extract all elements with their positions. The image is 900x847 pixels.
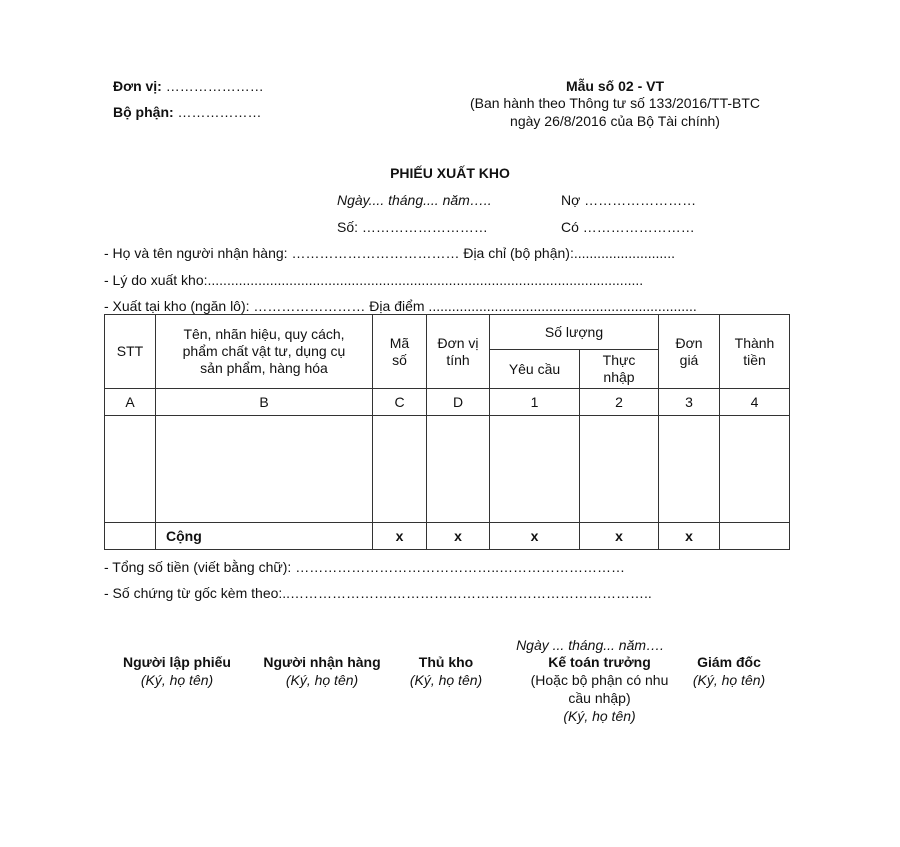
number-line: Số: ……………………… bbox=[337, 219, 488, 235]
table-cell bbox=[156, 416, 373, 523]
header-unit-price-line-2: giá bbox=[679, 351, 699, 368]
header-stt: STT bbox=[105, 315, 156, 389]
signature-preparer bbox=[102, 653, 252, 689]
total-label: Cộng bbox=[156, 523, 373, 550]
header-unit-line-1: Đơn vị bbox=[437, 334, 479, 351]
column-code: D bbox=[427, 389, 490, 416]
header-actual-line-2: nhập bbox=[603, 369, 635, 385]
total-mark: x bbox=[490, 523, 580, 550]
column-code: 1 bbox=[490, 389, 580, 416]
header-code bbox=[373, 315, 427, 389]
header-code-line-2: số bbox=[392, 351, 407, 368]
column-code: 2 bbox=[580, 389, 659, 416]
signature-title: Người nhận hàng bbox=[263, 654, 381, 670]
page-title: PHIẾU XUẤT KHO bbox=[390, 165, 510, 181]
total-mark: x bbox=[373, 523, 427, 550]
column-code: A bbox=[105, 389, 156, 416]
total-mark: x bbox=[427, 523, 490, 550]
table-cell bbox=[373, 416, 427, 523]
department-label: Bộ phận: bbox=[113, 104, 174, 120]
signature-director bbox=[654, 653, 804, 689]
signature-note-line-1: (Hoặc bộ phận có nhu bbox=[530, 672, 669, 688]
table-cell bbox=[427, 416, 490, 523]
unit-dots: ………………… bbox=[165, 78, 264, 94]
attached-documents: - Số chứng từ gốc kèm theo:..………………….……………………………………………….. bbox=[104, 585, 652, 601]
signature-date: Ngày ... tháng... năm…. bbox=[516, 637, 664, 653]
header-unit bbox=[427, 315, 490, 389]
header-requested: Yêu cầu bbox=[490, 350, 580, 389]
date-line: Ngày.... tháng.... năm….. bbox=[337, 192, 492, 208]
department-dots: ……………… bbox=[177, 104, 262, 120]
column-code: 3 bbox=[659, 389, 720, 416]
form-number: Mẫu số 02 - VT bbox=[565, 78, 665, 94]
warehouse-field: - Xuất tại kho (ngăn lô): …………………… Địa điểm ..................................................................... bbox=[104, 298, 697, 314]
receiver-field: - Họ và tên người nhận hàng: ……………………………… Địa chỉ (bộ phận):.......................... bbox=[104, 245, 675, 261]
signature-title: Giám đốc bbox=[697, 654, 761, 670]
column-code: B bbox=[156, 389, 373, 416]
issued-line-2: ngày 26/8/2016 của Bộ Tài chính) bbox=[510, 113, 720, 129]
signature-subtitle: (Ký, họ tên) bbox=[563, 708, 636, 724]
signature-subtitle: (Ký, họ tên) bbox=[140, 672, 214, 688]
signature-note-line-2: cầu nhập) bbox=[568, 690, 631, 706]
signature-subtitle: (Ký, họ tên) bbox=[692, 672, 766, 688]
table-row bbox=[105, 416, 790, 523]
header-code-line-1: Mã bbox=[389, 334, 410, 351]
items-table bbox=[104, 314, 790, 550]
header-quantity: Số lượng bbox=[490, 315, 659, 350]
credit-line: Có …………………… bbox=[561, 219, 695, 235]
signature-subtitle: (Ký, họ tên) bbox=[285, 672, 359, 688]
header-unit-line-2: tính bbox=[446, 351, 470, 368]
signature-title: Thủ kho bbox=[418, 654, 474, 670]
header-unit-price bbox=[659, 315, 720, 389]
signature-title: Người lập phiếu bbox=[123, 654, 231, 670]
table-cell bbox=[659, 416, 720, 523]
header-item-name-line-3: sản phẩm, hàng hóa bbox=[200, 360, 328, 376]
debit-line: Nợ …………………… bbox=[561, 192, 697, 208]
table-cell bbox=[720, 416, 790, 523]
header-item-name-line-1: Tên, nhãn hiệu, quy cách, bbox=[183, 326, 345, 342]
department-line bbox=[113, 104, 262, 120]
total-mark: x bbox=[580, 523, 659, 550]
total-amount-cell bbox=[720, 523, 790, 550]
issued-line-1: (Ban hành theo Thông tư số 133/2016/TT-BTC bbox=[469, 95, 761, 111]
unit-label: Đơn vị: bbox=[113, 78, 162, 94]
unit-line bbox=[113, 78, 264, 94]
table-cell bbox=[105, 523, 156, 550]
header-amount-line-1: Thành bbox=[734, 334, 775, 351]
signature-title: Kế toán trưởng bbox=[548, 654, 651, 670]
table-column-code-row bbox=[105, 389, 790, 416]
header-amount bbox=[720, 315, 790, 389]
header-item-name-line-2: phẩm chất vật tư, dụng cụ bbox=[182, 343, 346, 359]
header-actual bbox=[580, 350, 659, 389]
reason-field: - Lý do xuất kho:................................................................................................................ bbox=[104, 272, 644, 288]
header-actual-line-1: Thực bbox=[602, 352, 636, 368]
header-item-name bbox=[156, 315, 373, 389]
table-total-row bbox=[105, 523, 790, 550]
column-code: C bbox=[373, 389, 427, 416]
header-unit-price-line-1: Đơn bbox=[675, 334, 703, 351]
total-in-words: - Tổng số tiền (viết bằng chữ): ……………………………………..……………………… bbox=[104, 559, 625, 575]
table-cell bbox=[580, 416, 659, 523]
total-mark: x bbox=[659, 523, 720, 550]
table-cell bbox=[105, 416, 156, 523]
signature-storekeeper bbox=[371, 653, 521, 689]
column-code: 4 bbox=[720, 389, 790, 416]
signature-subtitle: (Ký, họ tên) bbox=[409, 672, 483, 688]
table-cell bbox=[490, 416, 580, 523]
header-amount-line-2: tiền bbox=[743, 351, 766, 368]
table-header-row bbox=[105, 315, 790, 350]
